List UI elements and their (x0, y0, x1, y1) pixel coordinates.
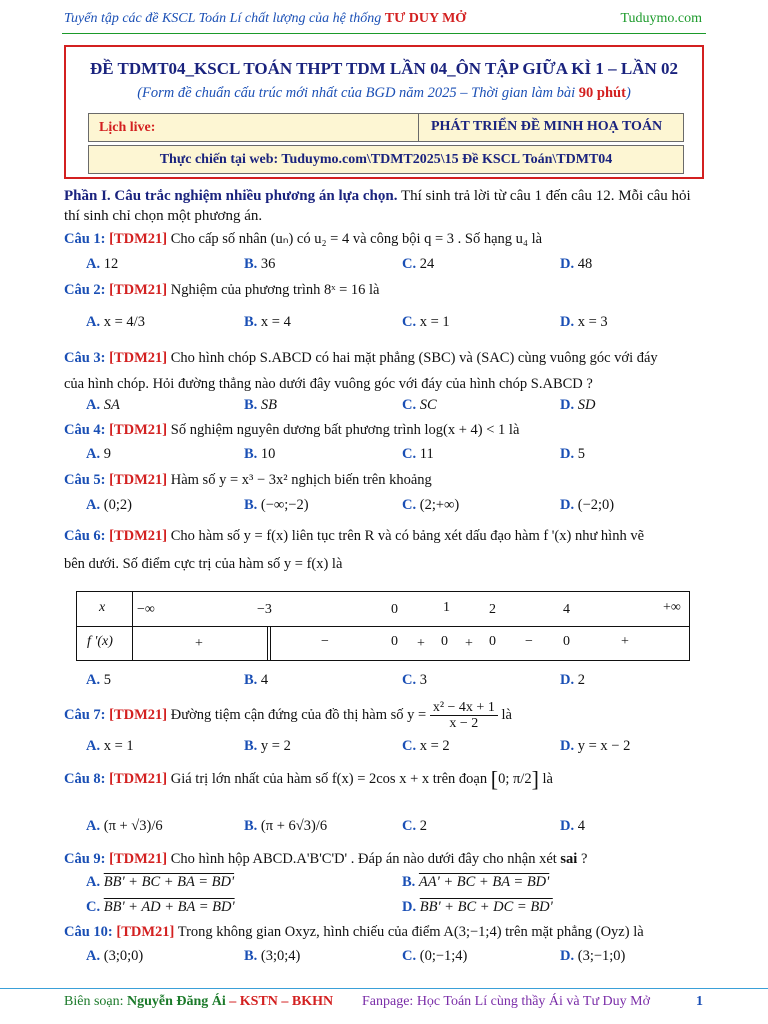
q1-option-d[interactable]: D. 48 (560, 256, 593, 272)
q4-option-c[interactable]: C. 11 (402, 446, 434, 462)
interval: 0; π/2 (498, 771, 532, 787)
exam-subtitle: (Form đề chuẩn cấu trúc mới nhất của BGD năm 2025 – Thời gian làm bài 90 phút) (137, 85, 631, 101)
question-2: Câu 2: [TDM21] Nghiệm của phương trình 8ˣ = 16 là (64, 282, 380, 298)
question-5: Câu 5: [TDM21] Hàm số y = x³ − 3x² nghịch biến trên khoảng (64, 472, 432, 488)
question-3: Câu 3: [TDM21] Cho hình chóp S.ABCD có hai mặt phẳng (SBC) và (SAC) cùng vuông góc với đáy (64, 350, 658, 366)
q7-option-b[interactable]: B. y = 2 (244, 738, 291, 754)
q9-option-a[interactable]: A. BB' + BC + BA = BD' (86, 874, 235, 890)
brand-name: TƯ DUY MỞ (384, 11, 467, 26)
question-6: Câu 6: [TDM21] Cho hàm số y = f(x) liên tục trên R và có bảng xét dấu đạo hàm f '(x) như hình vẽ (64, 528, 645, 544)
q9-option-c[interactable]: C. BB' + AD + BA = BD' (86, 899, 235, 915)
sign-mark: + (621, 634, 629, 649)
q1-option-a[interactable]: A. 12 (86, 256, 119, 272)
q2-option-d[interactable]: D. x = 3 (560, 314, 608, 330)
q10-option-a[interactable]: A. (3;0;0) (86, 948, 144, 964)
sign-mark: − (525, 634, 533, 649)
q3-option-d[interactable]: D. SD (560, 397, 596, 413)
q3-option-c[interactable]: C. SC (402, 397, 437, 413)
web-row (88, 145, 684, 174)
question-9: Câu 9: [TDM21] Cho hình hộp ABCD.A'B'C'D' . Đáp án nào dưới đây cho nhận xét sai ? (64, 851, 588, 867)
q5-option-b[interactable]: B. (−∞;−2) (244, 497, 309, 513)
table-hline (77, 626, 689, 627)
q10-option-b[interactable]: B. (3;0;4) (244, 948, 301, 964)
q8-option-d[interactable]: D. 4 (560, 818, 585, 834)
q2-option-a[interactable]: A. x = 4/3 (86, 314, 145, 330)
sign-mark: + (195, 636, 203, 651)
series-title: Tuyển tập các đề KSCL Toán Lí chất lượng của hệ thống TƯ DUY MỞ (64, 11, 467, 26)
question-4: Câu 4: [TDM21] Số nghiệm nguyên dương bất phương trình log(x + 4) < 1 là (64, 422, 520, 438)
exam-title-box (64, 45, 704, 179)
fanpage-link[interactable]: Fanpage: Học Toán Lí cùng thầy Ái và Tư Duy Mở (362, 994, 650, 1009)
q4-option-d[interactable]: D. 5 (560, 446, 585, 462)
part1-heading: Phần I. Câu trắc nghiệm nhiều phương án lựa chọn. Thí sinh trả lời từ câu 1 đến câu 12. Mỗi câu hỏi thí sinh chỉ chọn một phương án. (64, 188, 691, 224)
q6-option-c[interactable]: C. 3 (402, 672, 427, 688)
x-value: −∞ (137, 602, 155, 617)
author-credit: Biên soạn: Nguyễn Đăng Ái – KSTN – BKHN (64, 994, 334, 1009)
page-footer (0, 988, 768, 1024)
q10-option-c[interactable]: C. (0;−1;4) (402, 948, 468, 964)
questions-area (64, 186, 706, 226)
question-1: Câu 1: [TDM21] Cho cấp số nhân (uₙ) có u₂ = 4 và công bội q = 3 . Số hạng u₄ là (64, 231, 543, 247)
question-10: Câu 10: [TDM21] Trong không gian Oxyz, hình chiếu của điểm A(3;−1;4) trên mặt phẳng (Oyz) là (64, 924, 644, 940)
sign-mark: 0 (563, 634, 570, 649)
q6-option-d[interactable]: D. 2 (560, 672, 585, 688)
x-value: −3 (257, 602, 272, 617)
table-vline (132, 592, 133, 660)
x-value: 1 (443, 600, 450, 615)
question-3-cont: của hình chóp. Hỏi đường thẳng nào dưới đây vuông góc với đáy của hình chóp S.ABCD ? (64, 376, 593, 392)
sign-mark: 0 (489, 634, 496, 649)
q5-option-a[interactable]: A. (0;2) (86, 497, 132, 513)
live-row (88, 113, 684, 142)
q5-option-d[interactable]: D. (−2;0) (560, 497, 615, 513)
q7-option-a[interactable]: A. x = 1 (86, 738, 134, 754)
live-label: Lịch live: (89, 114, 419, 141)
q1-option-c[interactable]: C. 24 (402, 256, 435, 272)
site-link[interactable]: Tuduymo.com (620, 11, 702, 26)
q8-option-a[interactable]: A. (π + √3)/6 (86, 818, 163, 834)
footer-divider (0, 988, 768, 989)
x-value: 0 (391, 602, 398, 617)
page-number: 1 (696, 994, 703, 1009)
sign-mark: + (465, 636, 473, 651)
x-value: +∞ (663, 600, 681, 615)
question-7: Câu 7: [TDM21] Đường tiệm cận đứng của đồ thị hàm số y = $\frac{\text{x² − 4x + 1}}{x - 2}$ là (64, 700, 512, 732)
q7-option-c[interactable]: C. x = 2 (402, 738, 450, 754)
x-label: x (99, 600, 106, 615)
q10-option-d[interactable]: D. (3;−1;0) (560, 948, 626, 964)
develop-label: PHÁT TRIỂN ĐỀ MINH HOẠ TOÁN (431, 119, 663, 134)
question-6-cont: bên dưới. Số điểm cực trị của hàm số y = f(x) là (64, 556, 343, 572)
q8-option-b[interactable]: B. (π + 6√3)/6 (244, 818, 328, 834)
q7-option-d[interactable]: D. y = x − 2 (560, 738, 631, 754)
undefined-marker (267, 626, 271, 660)
header-divider (62, 33, 706, 34)
web-path[interactable]: Thực chiến tại web: Tuduymo.com\TDMT2025\15 Đề KSCL Toán\TDMT04 (159, 152, 613, 167)
q2-option-b[interactable]: B. x = 4 (244, 314, 291, 330)
x-value: 2 (489, 602, 496, 617)
q3-option-a[interactable]: A. SA (86, 397, 120, 413)
q6-option-b[interactable]: B. 4 (244, 672, 269, 688)
q4-option-a[interactable]: A. 9 (86, 446, 111, 462)
sign-mark: 0 (441, 634, 448, 649)
q2-option-c[interactable]: C. x = 1 (402, 314, 450, 330)
q1-option-b[interactable]: B. 36 (244, 256, 276, 272)
fprime-label: f '(x) (87, 634, 113, 649)
q8-option-c[interactable]: C. 2 (402, 818, 427, 834)
sign-mark: 0 (391, 634, 398, 649)
page-header (0, 0, 768, 40)
x-value: 4 (563, 602, 570, 617)
q5-option-c[interactable]: C. (2;+∞) (402, 497, 460, 513)
question-8: Câu 8: [TDM21] Giá trị lớn nhất của hàm số f(x) = 2cos x + x trên đoạn [0; π/2] là (64, 766, 553, 792)
fraction: $\frac{\text{x² − 4x + 1}}{x - 2}$ (430, 700, 498, 731)
sign-table (76, 591, 690, 661)
q9-option-d[interactable]: D. BB' + BC + DC = BD' (402, 899, 553, 915)
q9-option-b[interactable]: B. AA' + BC + BA = BD' (402, 874, 550, 890)
q4-option-b[interactable]: B. 10 (244, 446, 276, 462)
sign-mark: + (417, 636, 425, 651)
sign-mark: − (321, 634, 329, 649)
exam-duration: 90 phút (578, 85, 626, 101)
q6-option-a[interactable]: A. 5 (86, 672, 111, 688)
q3-option-b[interactable]: B. SB (244, 397, 278, 413)
exam-title: ĐỀ TDMT04_KSCL TOÁN THPT TDM LẦN 04_ÔN TẬP GIỮA KÌ 1 – LẦN 02 (89, 59, 679, 78)
